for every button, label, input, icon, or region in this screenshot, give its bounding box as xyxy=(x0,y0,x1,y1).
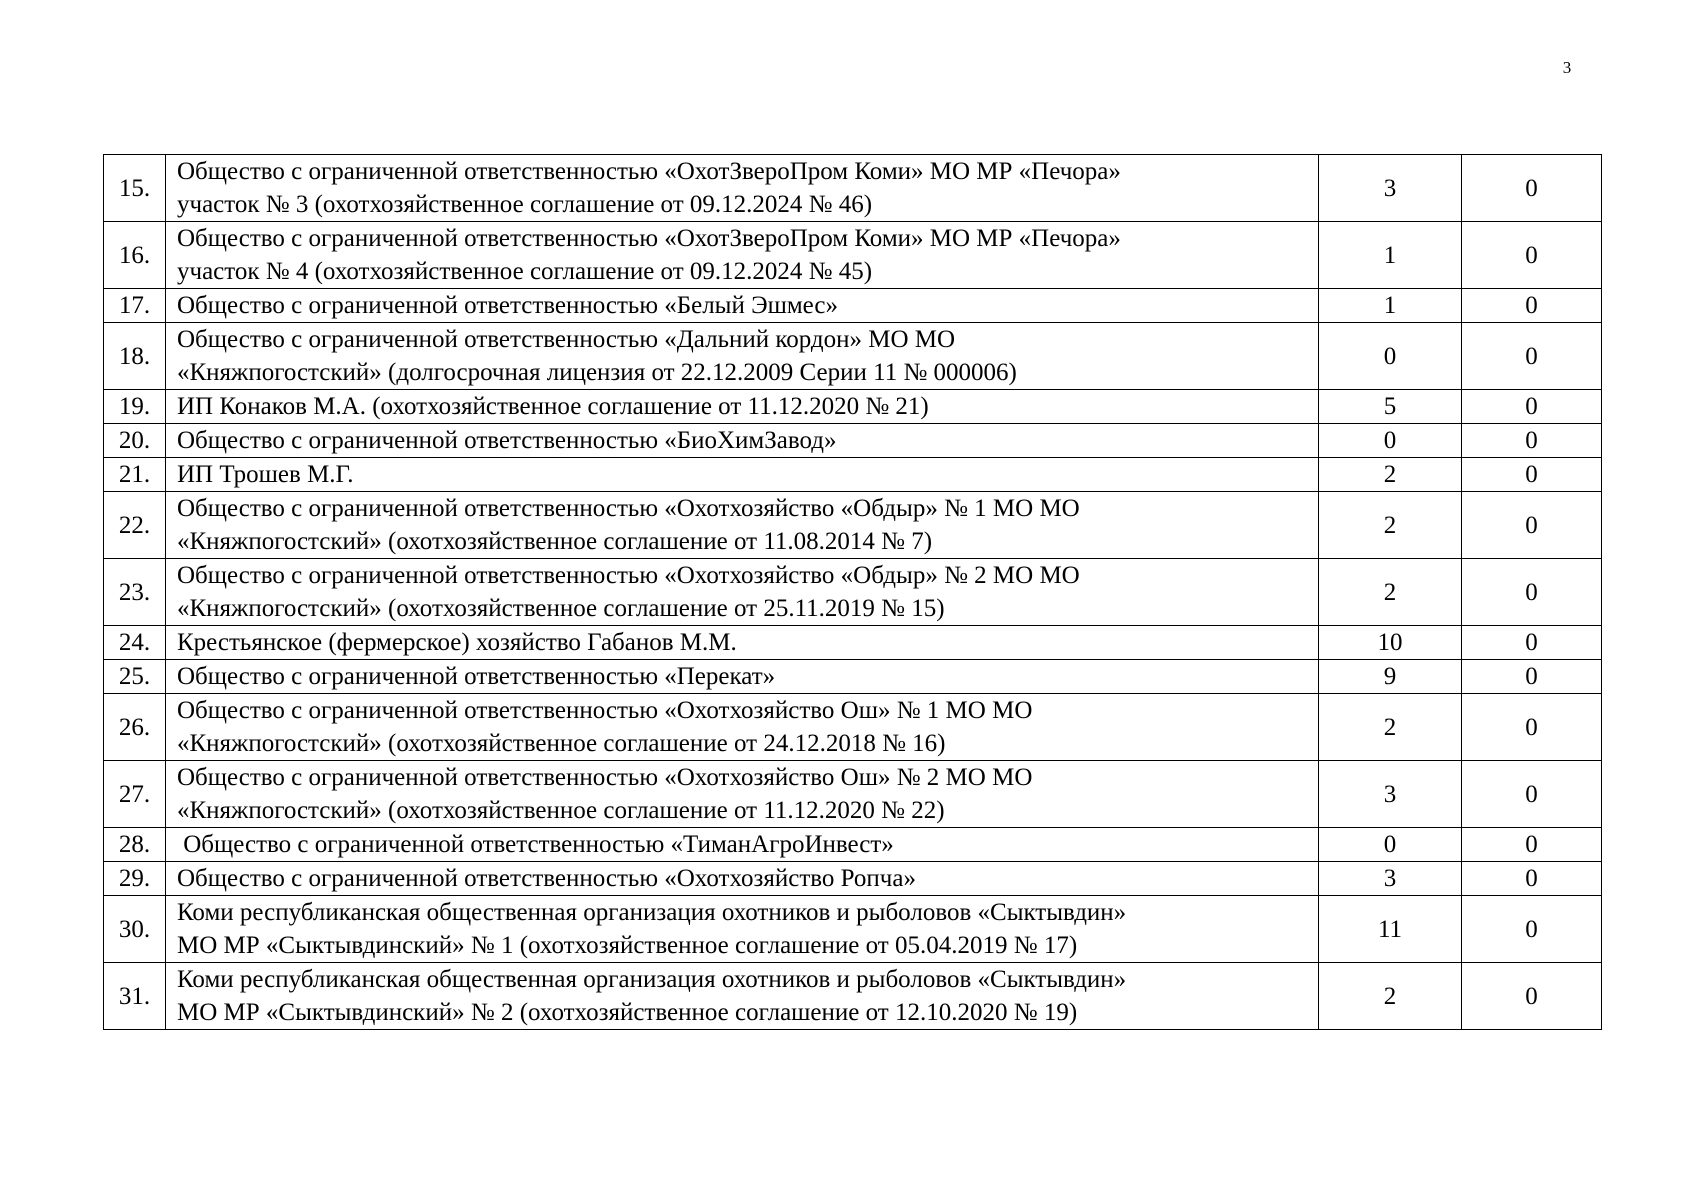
row-number-cell: 26. xyxy=(104,694,166,761)
organization-name-line: Общество с ограниченной ответственностью «ОхотЗвероПром Коми» МО МР «Печора» xyxy=(177,225,1121,252)
table-row xyxy=(104,424,1602,458)
organization-name-line: Общество с ограниченной ответственностью «Охотхозяйство «Обдыр» № 1 МО МО xyxy=(177,495,1080,522)
second-count-cell: 0 xyxy=(1462,155,1602,222)
organization-name-line: ИП Конаков М.А. (охотхозяйственное соглашение от 11.12.2020 № 21) xyxy=(177,393,929,420)
table-row xyxy=(104,559,1602,626)
organization-name-line: МО МР «Сыктывдинский» № 1 (охотхозяйственное соглашение от 05.04.2019 № 17) xyxy=(177,932,1078,959)
organization-name-line: участок № 3 (охотхозяйственное соглашение от 09.12.2024 № 46) xyxy=(177,191,873,218)
organization-name-cell xyxy=(166,862,1319,896)
organization-name-cell xyxy=(166,424,1319,458)
organization-name-line: Общество с ограниченной ответственностью «Охотхозяйство Ропча» xyxy=(177,865,916,892)
organization-name-line: Общество с ограниченной ответственностью «Охотхозяйство «Обдыр» № 2 МО МО xyxy=(177,562,1080,589)
organization-name-cell xyxy=(166,458,1319,492)
table-row xyxy=(104,626,1602,660)
organization-name-cell xyxy=(166,828,1319,862)
organization-name-cell xyxy=(166,222,1319,289)
organization-name-line: «Княжпогостский» (охотхозяйственное соглашение от 11.12.2020 № 22) xyxy=(177,797,945,824)
table-row xyxy=(104,761,1602,828)
row-number-cell: 21. xyxy=(104,458,166,492)
table-row xyxy=(104,289,1602,323)
count-cell: 0 xyxy=(1319,828,1462,862)
count-cell: 0 xyxy=(1319,424,1462,458)
table-row xyxy=(104,896,1602,963)
organization-name-line: Общество с ограниченной ответственностью «Белый Эшмес» xyxy=(177,292,838,319)
organization-name-line: Общество с ограниченной ответственностью «Охотхозяйство Ош» № 1 МО МО xyxy=(177,697,1033,724)
table-body xyxy=(104,155,1602,1030)
row-number-cell: 23. xyxy=(104,559,166,626)
second-count-cell: 0 xyxy=(1462,828,1602,862)
row-number-cell: 28. xyxy=(104,828,166,862)
count-cell: 2 xyxy=(1319,559,1462,626)
row-number-cell: 22. xyxy=(104,492,166,559)
second-count-cell: 0 xyxy=(1462,896,1602,963)
row-number-cell: 30. xyxy=(104,896,166,963)
second-count-cell: 0 xyxy=(1462,222,1602,289)
organization-name-line: участок № 4 (охотхозяйственное соглашение от 09.12.2024 № 45) xyxy=(177,258,873,285)
count-cell: 1 xyxy=(1319,289,1462,323)
organization-name-line: Коми республиканская общественная организация охотников и рыболовов «Сыктывдин» xyxy=(177,899,1127,926)
organization-name-line: Общество с ограниченной ответственностью «Охотхозяйство Ош» № 2 МО МО xyxy=(177,764,1033,791)
count-cell: 3 xyxy=(1319,155,1462,222)
organization-name-line: Общество с ограниченной ответственностью «Дальний кордон» МО МО xyxy=(177,326,956,353)
second-count-cell: 0 xyxy=(1462,458,1602,492)
table-row xyxy=(104,828,1602,862)
table-row xyxy=(104,155,1602,222)
organization-name-line: Общество с ограниченной ответственностью «ОхотЗвероПром Коми» МО МР «Печора» xyxy=(177,158,1121,185)
count-cell: 3 xyxy=(1319,761,1462,828)
row-number-cell: 31. xyxy=(104,963,166,1030)
row-number-cell: 29. xyxy=(104,862,166,896)
second-count-cell: 0 xyxy=(1462,862,1602,896)
organization-name-cell xyxy=(166,289,1319,323)
organization-name-cell xyxy=(166,323,1319,390)
count-cell: 2 xyxy=(1319,458,1462,492)
second-count-cell: 0 xyxy=(1462,761,1602,828)
table-row xyxy=(104,660,1602,694)
table-row xyxy=(104,862,1602,896)
row-number-cell: 15. xyxy=(104,155,166,222)
organization-name-line: Коми республиканская общественная организация охотников и рыболовов «Сыктывдин» xyxy=(177,966,1127,993)
organization-name-line: Общество с ограниченной ответственностью «ТиманАгроИнвест» xyxy=(177,831,894,858)
page-number: 3 xyxy=(1562,58,1572,77)
hunting-grounds-table xyxy=(103,154,1602,1030)
row-number-cell: 18. xyxy=(104,323,166,390)
organization-name-line: «Княжпогостский» (охотхозяйственное соглашение от 11.08.2014 № 7) xyxy=(177,528,933,555)
organization-name-cell xyxy=(166,963,1319,1030)
second-count-cell: 0 xyxy=(1462,323,1602,390)
table-row xyxy=(104,323,1602,390)
organization-name-line: Общество с ограниченной ответственностью «БиоХимЗавод» xyxy=(177,427,837,454)
row-number-cell: 24. xyxy=(104,626,166,660)
count-cell: 3 xyxy=(1319,862,1462,896)
organization-name-cell xyxy=(166,390,1319,424)
row-number-cell: 16. xyxy=(104,222,166,289)
second-count-cell: 0 xyxy=(1462,390,1602,424)
organization-name-line: «Княжпогостский» (охотхозяйственное соглашение от 25.11.2019 № 15) xyxy=(177,595,945,622)
count-cell: 1 xyxy=(1319,222,1462,289)
organization-name-line: Общество с ограниченной ответственностью «Перекат» xyxy=(177,663,776,690)
organization-name-cell xyxy=(166,492,1319,559)
count-cell: 5 xyxy=(1319,390,1462,424)
organization-name-line: «Княжпогостский» (охотхозяйственное соглашение от 24.12.2018 № 16) xyxy=(177,730,946,757)
table-row xyxy=(104,222,1602,289)
table-row xyxy=(104,390,1602,424)
organization-name-cell xyxy=(166,660,1319,694)
table-row xyxy=(104,963,1602,1030)
organization-name-cell xyxy=(166,626,1319,660)
second-count-cell: 0 xyxy=(1462,492,1602,559)
organization-name-line: МО МР «Сыктывдинский» № 2 (охотхозяйственное соглашение от 12.10.2020 № 19) xyxy=(177,999,1078,1026)
count-cell: 0 xyxy=(1319,323,1462,390)
row-number-cell: 17. xyxy=(104,289,166,323)
row-number-cell: 19. xyxy=(104,390,166,424)
table-row xyxy=(104,694,1602,761)
organization-name-cell xyxy=(166,559,1319,626)
row-number-cell: 20. xyxy=(104,424,166,458)
second-count-cell: 0 xyxy=(1462,626,1602,660)
count-cell: 9 xyxy=(1319,660,1462,694)
table-row xyxy=(104,458,1602,492)
organization-name-cell xyxy=(166,896,1319,963)
organization-name-cell xyxy=(166,761,1319,828)
second-count-cell: 0 xyxy=(1462,424,1602,458)
second-count-cell: 0 xyxy=(1462,660,1602,694)
count-cell: 2 xyxy=(1319,963,1462,1030)
second-count-cell: 0 xyxy=(1462,963,1602,1030)
count-cell: 11 xyxy=(1319,896,1462,963)
count-cell: 2 xyxy=(1319,492,1462,559)
table-row xyxy=(104,492,1602,559)
second-count-cell: 0 xyxy=(1462,694,1602,761)
organization-name-line: «Княжпогостский» (долгосрочная лицензия от 22.12.2009 Серии 11 № 000006) xyxy=(177,359,1017,386)
second-count-cell: 0 xyxy=(1462,559,1602,626)
count-cell: 10 xyxy=(1319,626,1462,660)
organization-name-line: Крестьянское (фермерское) хозяйство Габанов М.М. xyxy=(177,629,737,656)
second-count-cell: 0 xyxy=(1462,289,1602,323)
row-number-cell: 27. xyxy=(104,761,166,828)
organization-name-line: ИП Трошев М.Г. xyxy=(177,461,354,488)
count-cell: 2 xyxy=(1319,694,1462,761)
organization-name-cell xyxy=(166,694,1319,761)
row-number-cell: 25. xyxy=(104,660,166,694)
organization-name-cell xyxy=(166,155,1319,222)
